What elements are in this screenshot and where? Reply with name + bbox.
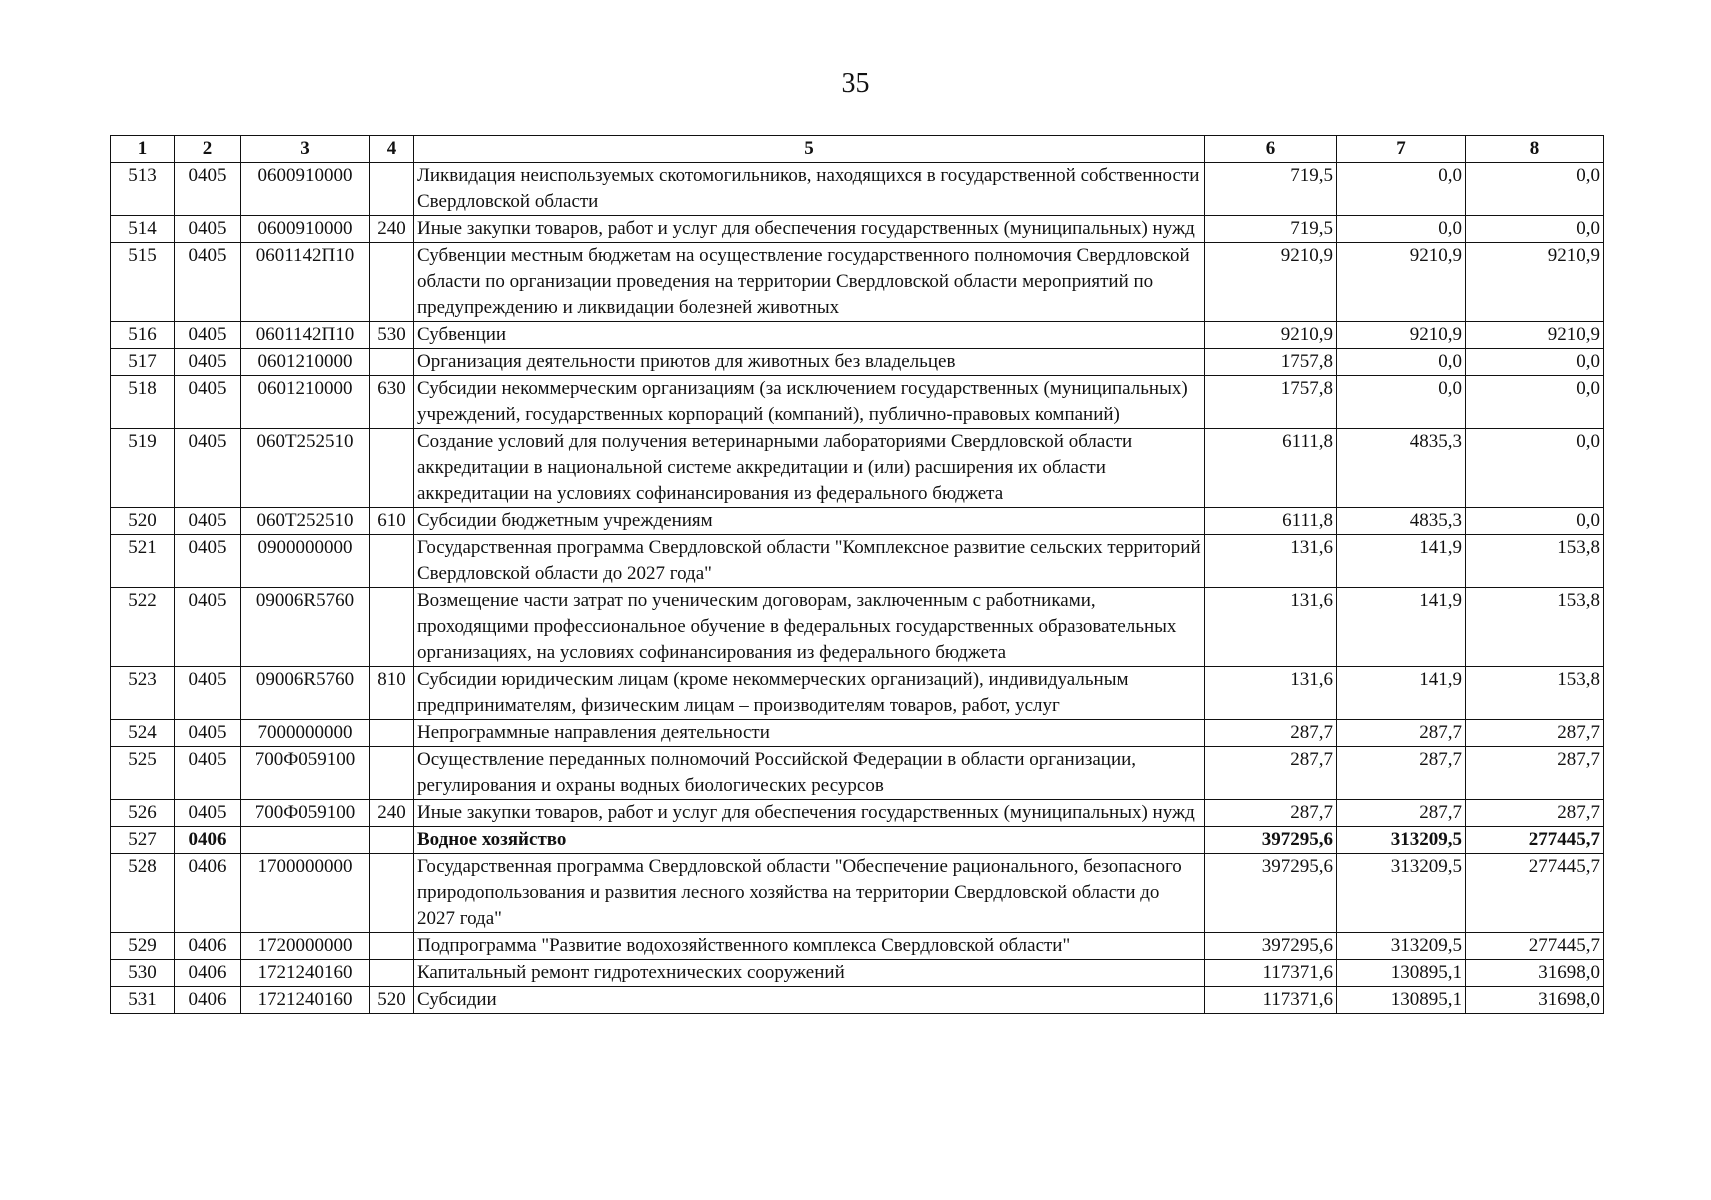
expense-type-code: 630 <box>370 376 414 429</box>
amount-col-7: 287,7 <box>1337 800 1466 827</box>
item-name: Субсидии бюджетным учреждениям <box>414 508 1205 535</box>
section-code: 0406 <box>175 854 241 933</box>
amount-col-8: 153,8 <box>1466 535 1604 588</box>
item-name: Субсидии некоммерческим организациям (за исключением государственных (муниципальных) учреждений, государственных корпораций (компаний), публично-правовых компаний) <box>414 376 1205 429</box>
amount-col-6: 287,7 <box>1205 747 1337 800</box>
amount-col-6: 1757,8 <box>1205 349 1337 376</box>
budget-table <box>110 135 1604 1014</box>
item-name: Создание условий для получения ветеринарными лабораториями Свердловской области аккредитации в национальной системе аккредитации и (или) расширения их области аккредитации на условиях софинансирования из федерального бюджета <box>414 429 1205 508</box>
expense-type-code: 240 <box>370 216 414 243</box>
expense-type-code <box>370 588 414 667</box>
target-article-code: 700Ф059100 <box>241 800 370 827</box>
table-row <box>111 854 1604 933</box>
section-code: 0405 <box>175 800 241 827</box>
target-article-code: 0600910000 <box>241 163 370 216</box>
amount-col-7: 287,7 <box>1337 720 1466 747</box>
section-code: 0405 <box>175 508 241 535</box>
amount-col-8: 0,0 <box>1466 508 1604 535</box>
item-name: Осуществление переданных полномочий Российской Федерации в области организации, регулирования и охраны водных биологических ресурсов <box>414 747 1205 800</box>
expense-type-code <box>370 854 414 933</box>
section-code: 0405 <box>175 216 241 243</box>
amount-col-6: 131,6 <box>1205 588 1337 667</box>
header-col-5: 5 <box>414 136 1205 163</box>
page-number: 35 <box>841 68 870 99</box>
section-code: 0405 <box>175 163 241 216</box>
amount-col-8: 287,7 <box>1466 720 1604 747</box>
row-number: 516 <box>111 322 175 349</box>
section-code: 0405 <box>175 376 241 429</box>
header-col-7: 7 <box>1337 136 1466 163</box>
expense-type-code <box>370 163 414 216</box>
expense-type-code <box>370 243 414 322</box>
item-name: Водное хозяйство <box>414 827 1205 854</box>
amount-col-8: 153,8 <box>1466 588 1604 667</box>
row-number: 513 <box>111 163 175 216</box>
amount-col-6: 9210,9 <box>1205 243 1337 322</box>
amount-col-7: 4835,3 <box>1337 508 1466 535</box>
amount-col-8: 277445,7 <box>1466 827 1604 854</box>
row-number: 529 <box>111 933 175 960</box>
amount-col-7: 313209,5 <box>1337 827 1466 854</box>
expense-type-code <box>370 933 414 960</box>
amount-col-8: 287,7 <box>1466 747 1604 800</box>
table-row <box>111 322 1604 349</box>
target-article-code <box>241 827 370 854</box>
target-article-code: 0600910000 <box>241 216 370 243</box>
header-col-1: 1 <box>111 136 175 163</box>
amount-col-7: 141,9 <box>1337 667 1466 720</box>
target-article-code: 0601142П10 <box>241 243 370 322</box>
amount-col-6: 1757,8 <box>1205 376 1337 429</box>
row-number: 521 <box>111 535 175 588</box>
item-name: Возмещение части затрат по ученическим договорам, заключенным с работниками, проходящими профессиональное обучение в федеральных государственных образовательных организациях, на условиях софинансирования из федерального бюджета <box>414 588 1205 667</box>
amount-col-8: 287,7 <box>1466 800 1604 827</box>
table-row <box>111 667 1604 720</box>
expense-type-code <box>370 827 414 854</box>
expense-type-code <box>370 960 414 987</box>
amount-col-6: 719,5 <box>1205 216 1337 243</box>
item-name: Капитальный ремонт гидротехнических сооружений <box>414 960 1205 987</box>
expense-type-code: 530 <box>370 322 414 349</box>
header-col-2: 2 <box>175 136 241 163</box>
item-name: Субвенции <box>414 322 1205 349</box>
item-name: Организация деятельности приютов для животных без владельцев <box>414 349 1205 376</box>
amount-col-7: 141,9 <box>1337 588 1466 667</box>
amount-col-8: 277445,7 <box>1466 854 1604 933</box>
amount-col-8: 153,8 <box>1466 667 1604 720</box>
target-article-code: 700Ф059100 <box>241 747 370 800</box>
table-row <box>111 987 1604 1014</box>
amount-col-6: 397295,6 <box>1205 854 1337 933</box>
header-col-6: 6 <box>1205 136 1337 163</box>
table-row <box>111 508 1604 535</box>
expense-type-code <box>370 429 414 508</box>
target-article-code: 0601210000 <box>241 376 370 429</box>
row-number: 526 <box>111 800 175 827</box>
amount-col-7: 9210,9 <box>1337 243 1466 322</box>
row-number: 518 <box>111 376 175 429</box>
amount-col-8: 9210,9 <box>1466 243 1604 322</box>
amount-col-7: 9210,9 <box>1337 322 1466 349</box>
item-name: Иные закупки товаров, работ и услуг для обеспечения государственных (муниципальных) нужд <box>414 800 1205 827</box>
amount-col-7: 130895,1 <box>1337 960 1466 987</box>
amount-col-7: 141,9 <box>1337 535 1466 588</box>
item-name: Подпрограмма "Развитие водохозяйственного комплекса Свердловской области" <box>414 933 1205 960</box>
row-number: 525 <box>111 747 175 800</box>
target-article-code: 0601142П10 <box>241 322 370 349</box>
amount-col-7: 0,0 <box>1337 216 1466 243</box>
target-article-code: 7000000000 <box>241 720 370 747</box>
amount-col-8: 31698,0 <box>1466 960 1604 987</box>
amount-col-6: 9210,9 <box>1205 322 1337 349</box>
expense-type-code <box>370 720 414 747</box>
header-col-8: 8 <box>1466 136 1604 163</box>
section-code: 0406 <box>175 987 241 1014</box>
row-number: 530 <box>111 960 175 987</box>
row-number: 519 <box>111 429 175 508</box>
item-name: Государственная программа Свердловской области "Обеспечение рационального, безопасного природопользования и развития лесного хозяйства на территории Свердловской области до 2027 года" <box>414 854 1205 933</box>
row-number: 528 <box>111 854 175 933</box>
section-code: 0405 <box>175 747 241 800</box>
amount-col-7: 0,0 <box>1337 376 1466 429</box>
row-number: 522 <box>111 588 175 667</box>
amount-col-7: 287,7 <box>1337 747 1466 800</box>
table-row <box>111 535 1604 588</box>
amount-col-6: 131,6 <box>1205 667 1337 720</box>
amount-col-6: 6111,8 <box>1205 429 1337 508</box>
item-name: Субсидии юридическим лицам (кроме некоммерческих организаций), индивидуальным предпринимателям, физическим лицам – производителям товаров, работ, услуг <box>414 667 1205 720</box>
amount-col-6: 117371,6 <box>1205 987 1337 1014</box>
target-article-code: 09006R5760 <box>241 667 370 720</box>
row-number: 523 <box>111 667 175 720</box>
row-number: 531 <box>111 987 175 1014</box>
item-name: Непрограммные направления деятельности <box>414 720 1205 747</box>
expense-type-code <box>370 747 414 800</box>
target-article-code: 1700000000 <box>241 854 370 933</box>
expense-type-code: 810 <box>370 667 414 720</box>
row-number: 517 <box>111 349 175 376</box>
expense-type-code: 240 <box>370 800 414 827</box>
table-row <box>111 747 1604 800</box>
header-col-3: 3 <box>241 136 370 163</box>
row-number: 527 <box>111 827 175 854</box>
expense-type-code: 610 <box>370 508 414 535</box>
amount-col-8: 31698,0 <box>1466 987 1604 1014</box>
amount-col-6: 131,6 <box>1205 535 1337 588</box>
amount-col-8: 277445,7 <box>1466 933 1604 960</box>
item-name: Ликвидация неиспользуемых скотомогильников, находящихся в государственной собственности Свердловской области <box>414 163 1205 216</box>
section-code: 0405 <box>175 322 241 349</box>
expense-type-code <box>370 349 414 376</box>
amount-col-8: 0,0 <box>1466 216 1604 243</box>
table-row <box>111 720 1604 747</box>
target-article-code: 1721240160 <box>241 960 370 987</box>
section-code: 0406 <box>175 933 241 960</box>
section-code: 0405 <box>175 720 241 747</box>
amount-col-7: 4835,3 <box>1337 429 1466 508</box>
item-name: Иные закупки товаров, работ и услуг для обеспечения государственных (муниципальных) нужд <box>414 216 1205 243</box>
target-article-code: 0900000000 <box>241 535 370 588</box>
amount-col-7: 313209,5 <box>1337 854 1466 933</box>
amount-col-7: 313209,5 <box>1337 933 1466 960</box>
table-row <box>111 243 1604 322</box>
amount-col-7: 0,0 <box>1337 163 1466 216</box>
target-article-code: 0601210000 <box>241 349 370 376</box>
table-row <box>111 163 1604 216</box>
amount-col-7: 0,0 <box>1337 349 1466 376</box>
table-row <box>111 429 1604 508</box>
item-name: Субвенции местным бюджетам на осуществление государственного полномочия Свердловской области по организации проведения на территории Свердловской области мероприятий по предупреждению и ликвидации болезней животных <box>414 243 1205 322</box>
amount-col-6: 6111,8 <box>1205 508 1337 535</box>
table-header-row <box>111 136 1604 163</box>
section-code: 0405 <box>175 349 241 376</box>
item-name: Субсидии <box>414 987 1205 1014</box>
amount-col-6: 397295,6 <box>1205 933 1337 960</box>
target-article-code: 1720000000 <box>241 933 370 960</box>
section-code: 0405 <box>175 667 241 720</box>
row-number: 514 <box>111 216 175 243</box>
amount-col-8: 0,0 <box>1466 163 1604 216</box>
expense-type-code: 520 <box>370 987 414 1014</box>
header-col-4: 4 <box>370 136 414 163</box>
table-row <box>111 827 1604 854</box>
amount-col-6: 117371,6 <box>1205 960 1337 987</box>
section-code: 0405 <box>175 535 241 588</box>
section-code: 0405 <box>175 429 241 508</box>
target-article-code: 1721240160 <box>241 987 370 1014</box>
table-row <box>111 349 1604 376</box>
amount-col-8: 0,0 <box>1466 429 1604 508</box>
amount-col-8: 9210,9 <box>1466 322 1604 349</box>
table-row <box>111 376 1604 429</box>
item-name: Государственная программа Свердловской области "Комплексное развитие сельских территорий Свердловской области до 2027 года" <box>414 535 1205 588</box>
amount-col-6: 719,5 <box>1205 163 1337 216</box>
target-article-code: 060T252510 <box>241 429 370 508</box>
row-number: 524 <box>111 720 175 747</box>
row-number: 515 <box>111 243 175 322</box>
amount-col-6: 287,7 <box>1205 720 1337 747</box>
target-article-code: 09006R5760 <box>241 588 370 667</box>
table-row <box>111 800 1604 827</box>
section-code: 0406 <box>175 960 241 987</box>
amount-col-8: 0,0 <box>1466 376 1604 429</box>
table-row <box>111 933 1604 960</box>
amount-col-8: 0,0 <box>1466 349 1604 376</box>
row-number: 520 <box>111 508 175 535</box>
table-row <box>111 960 1604 987</box>
expense-type-code <box>370 535 414 588</box>
table-row <box>111 216 1604 243</box>
amount-col-6: 397295,6 <box>1205 827 1337 854</box>
section-code: 0405 <box>175 243 241 322</box>
section-code: 0405 <box>175 588 241 667</box>
section-code: 0406 <box>175 827 241 854</box>
table-row <box>111 588 1604 667</box>
amount-col-6: 287,7 <box>1205 800 1337 827</box>
target-article-code: 060T252510 <box>241 508 370 535</box>
amount-col-7: 130895,1 <box>1337 987 1466 1014</box>
